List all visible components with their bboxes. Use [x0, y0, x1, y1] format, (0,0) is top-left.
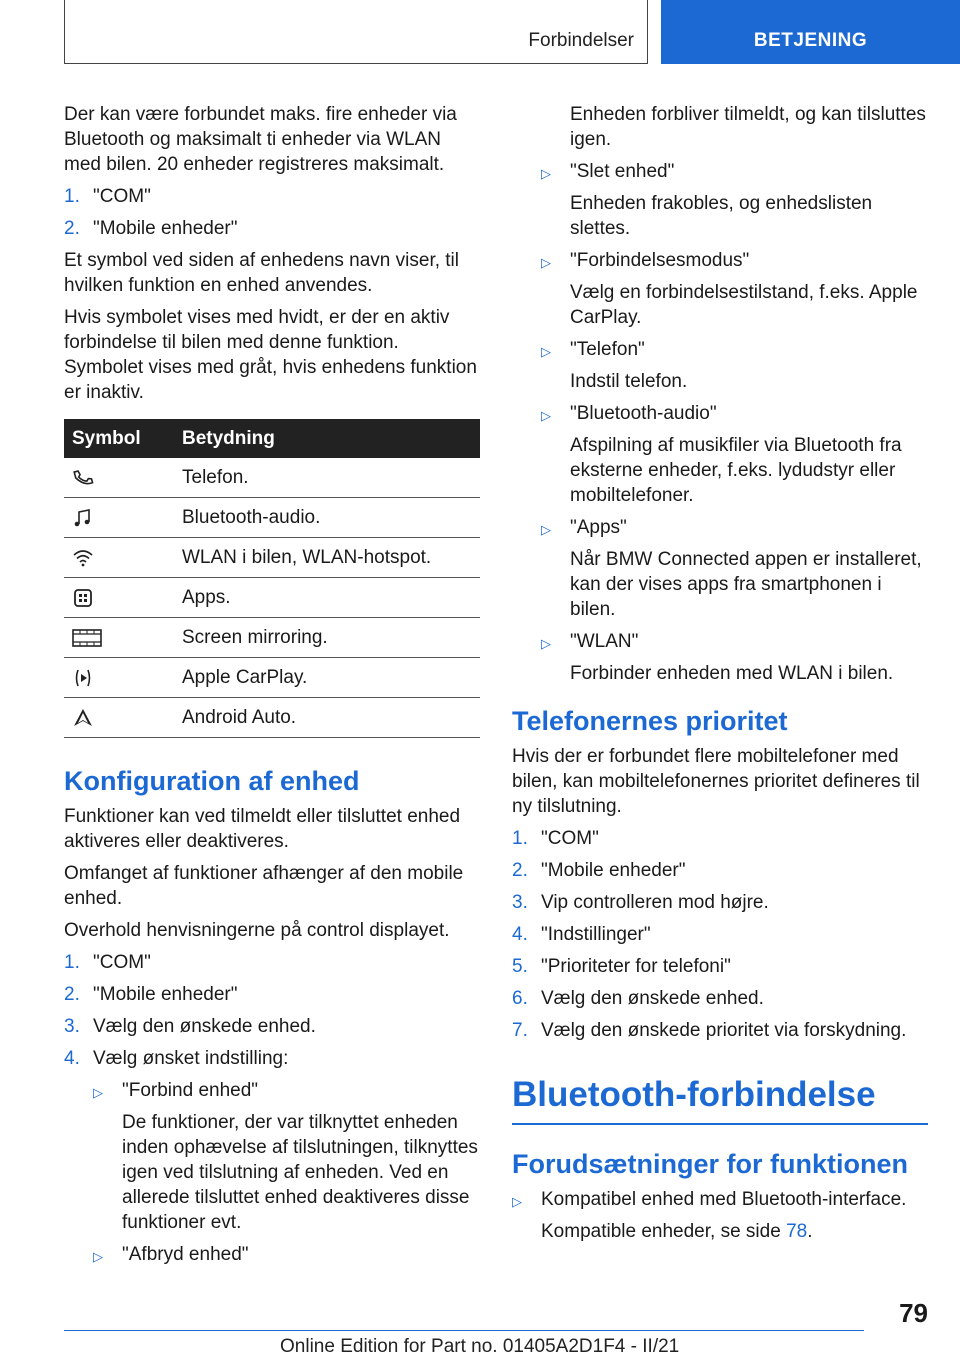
step-text: "Indstillinger" [541, 924, 651, 945]
android-auto-icon [72, 707, 94, 729]
sentence-end: . [807, 1221, 813, 1242]
table-cell-meaning: Screen mirroring. [182, 618, 480, 658]
step-text: "COM" [93, 186, 151, 207]
step-text: "Mobile enheder" [93, 218, 238, 239]
carplay-icon [72, 667, 94, 689]
table-cell-meaning: WLAN i bilen, WLAN-hotspot. [182, 538, 480, 578]
option-bullets [64, 1078, 480, 1269]
priority-paragraph: Hvis der er forbundet flere mobiltelefoner med bilen, kan mobiltelefonernes prioritet defineres til ny tilslutning. [512, 746, 920, 817]
triangle-bullet-icon: ▷ [93, 1249, 103, 1264]
bullet-title: "Apps" [570, 517, 627, 538]
wifi-icon [72, 547, 94, 569]
step-number: 1. [64, 952, 80, 973]
header-section-title: Forbindelser [528, 30, 634, 51]
step-text: Vælg den ønskede enhed. [93, 1016, 316, 1037]
heading-priority: Telefonernes prioritet [512, 706, 788, 736]
bullet-description: De funktioner, der var tilknyttet enheden inden ophævelse af tilslutningen, tilknyttes igen ved tilslutning af enheden. Ved en allerede tilsluttet enhed deaktiveres disse funktioner evt. [122, 1112, 478, 1233]
phone-icon [72, 467, 94, 489]
list-item [541, 337, 928, 394]
table-header-meaning: Betydning [182, 419, 480, 458]
footer-edition: Online Edition for Part no. 01405A2D1F4 - II/21 [280, 1336, 680, 1357]
continued-description: Enheden forbliver tilmeldt, og kan tilsluttes igen. [570, 104, 926, 150]
list-item [64, 982, 480, 1007]
bullet-title: "Afbryd enhed" [122, 1244, 249, 1265]
step-number: 6. [512, 988, 528, 1009]
list-item [93, 1078, 480, 1235]
table-row [64, 658, 480, 698]
triangle-bullet-icon: ▷ [541, 408, 551, 423]
chapter-label: BETJENING [753, 30, 868, 51]
symbol-table [64, 419, 480, 738]
step-number: 5. [512, 956, 528, 977]
table-header-row [64, 419, 480, 458]
page-number: 79 [899, 1298, 928, 1328]
list-item [541, 515, 928, 622]
table-cell-meaning: Apple CarPlay. [182, 658, 480, 698]
triangle-bullet-icon: ▷ [541, 636, 551, 651]
bullet-description: Indstil telefon. [570, 371, 688, 392]
bullet-description: Afspilning af musikfiler via Bluetooth fra eksterne enheder, f.eks. lydudstyr eller mobiltelefoner. [570, 435, 902, 506]
bullet-description: Forbinder enheden med WLAN i bilen. [570, 663, 894, 684]
heading-requirements: Forudsætninger for funktionen [512, 1149, 908, 1179]
bullet-title: Kompatibel enhed med Bluetooth-interface. [541, 1189, 907, 1210]
screen-mirroring-icon [72, 627, 102, 649]
right-column [512, 102, 928, 1251]
step-number: 3. [512, 892, 528, 913]
step-number: 4. [64, 1048, 80, 1069]
list-item [541, 629, 928, 686]
table-row [64, 578, 480, 618]
step-number: 7. [512, 1020, 528, 1041]
list-item [512, 1187, 928, 1244]
compatible-text: Kompatible enheder, se side [541, 1221, 787, 1242]
list-item [64, 216, 480, 241]
list-item [64, 184, 480, 209]
config-paragraph-3: Overhold henvisningerne på control displayet. [64, 920, 450, 941]
left-column [64, 102, 480, 1276]
config-paragraph-2: Omfanget af funktioner afhænger af den mobile enhed. [64, 863, 464, 909]
list-item [64, 1046, 480, 1071]
option-bullets-continued [512, 159, 928, 686]
bullet-title: "Telefon" [570, 339, 645, 360]
step-text: "Mobile enheder" [93, 984, 238, 1005]
step-number: 2. [64, 218, 80, 239]
triangle-bullet-icon: ▷ [541, 344, 551, 359]
list-item [512, 922, 928, 947]
step-text: "Prioriteter for telefoni" [541, 956, 731, 977]
symbol-color-paragraph: Hvis symbolet vises med hvidt, er der en aktiv forbindelse til bilen med denne funktion. Symbolet vises med gråt, hvis enhedens funktion er inaktiv. [64, 307, 477, 403]
triangle-bullet-icon: ▷ [541, 166, 551, 181]
list-item [512, 826, 928, 851]
list-item [512, 890, 928, 915]
table-row [64, 538, 480, 578]
bullet-description: Når BMW Connected appen er installeret, kan der vises apps fra smartphonen i bilen. [570, 549, 922, 620]
header-chapter-tab [661, 0, 960, 64]
step-number: 1. [64, 186, 80, 207]
table-cell-meaning: Apps. [182, 578, 480, 618]
steps-list-1 [64, 184, 480, 241]
symbol-paragraph: Et symbol ved siden af enhedens navn viser, til hvilken funktion en enhed anvendes. [64, 250, 460, 296]
config-paragraph-1: Funktioner kan ved tilmeldt eller tilsluttet enhed aktiveres eller deaktiveres. [64, 806, 461, 852]
table-row [64, 498, 480, 538]
step-number: 2. [64, 984, 80, 1005]
bullet-title: "Bluetooth-audio" [570, 403, 717, 424]
list-item [64, 950, 480, 975]
step-number: 3. [64, 1016, 80, 1037]
bullet-title: "WLAN" [570, 631, 639, 652]
table-cell-meaning: Telefon. [182, 458, 480, 498]
step-text: Vip controlleren mod højre. [541, 892, 769, 913]
list-item [512, 986, 928, 1011]
list-item [64, 1014, 480, 1039]
table-header-symbol: Symbol [64, 419, 182, 458]
step-text: "COM" [541, 828, 599, 849]
apps-icon [72, 587, 94, 609]
step-text: "Mobile enheder" [541, 860, 686, 881]
list-item [541, 248, 928, 330]
step-text: Vælg den ønskede enhed. [541, 988, 764, 1009]
step-text: "COM" [93, 952, 151, 973]
list-item [93, 1242, 480, 1269]
step-text: Vælg ønsket indstilling: [93, 1048, 289, 1069]
table-row [64, 458, 480, 498]
table-row [64, 698, 480, 738]
list-item [512, 1018, 928, 1043]
steps-list-2 [64, 950, 480, 1071]
step-number: 4. [512, 924, 528, 945]
step-number: 1. [512, 828, 528, 849]
bullet-description [541, 1219, 906, 1244]
triangle-bullet-icon: ▷ [541, 255, 551, 270]
heading-bluetooth-connection: Bluetooth-forbindelse [512, 1073, 928, 1125]
triangle-bullet-icon: ▷ [512, 1194, 522, 1209]
list-item [541, 159, 928, 241]
footer-divider [64, 1330, 864, 1331]
bullet-description: Vælg en forbindelsestilstand, f.eks. Apple CarPlay. [570, 282, 918, 328]
table-cell-meaning: Android Auto. [182, 698, 480, 738]
page-reference-link[interactable]: 78 [786, 1221, 808, 1242]
steps-list-3 [512, 826, 928, 1043]
table-cell-meaning: Bluetooth-audio. [182, 498, 480, 538]
bullet-title: "Forbind enhed" [122, 1080, 259, 1101]
music-note-icon [72, 507, 94, 529]
step-number: 2. [512, 860, 528, 881]
table-row [64, 618, 480, 658]
list-item [512, 954, 928, 979]
bullet-title: "Forbindelsesmodus" [570, 250, 750, 271]
bullet-title: "Slet enhed" [570, 161, 675, 182]
list-item [541, 401, 928, 508]
triangle-bullet-icon: ▷ [541, 522, 551, 537]
bullet-description: Enheden frakobles, og enhedslisten slettes. [570, 193, 873, 239]
step-text: Vælg den ønskede prioritet via forskydning. [541, 1020, 907, 1041]
list-item [512, 858, 928, 883]
triangle-bullet-icon: ▷ [93, 1085, 103, 1100]
heading-configuration: Konfiguration af enhed [64, 766, 360, 796]
intro-paragraph: Der kan være forbundet maks. fire enheder via Bluetooth og maksimalt ti enheder via WLAN med bilen. 20 enheder registreres maksimalt. [64, 104, 457, 175]
